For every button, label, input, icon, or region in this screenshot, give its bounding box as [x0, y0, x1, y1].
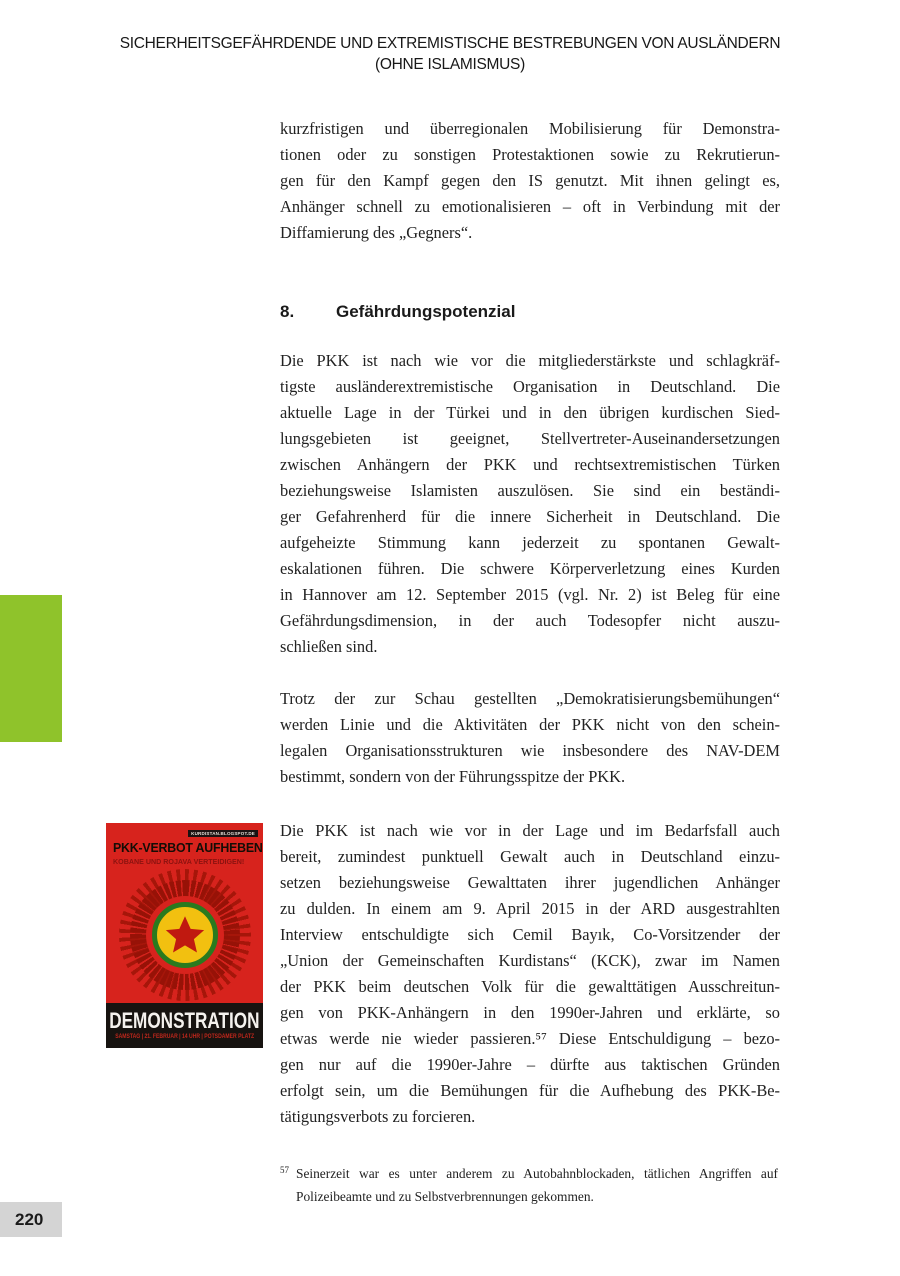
running-header-line2: (OHNE ISLAMISMUS)	[375, 56, 525, 73]
section-heading	[280, 301, 780, 323]
footnote-text: Seinerzeit war es unter anderem zu Autobahnblockaden, tätlichen Angriffen auf Polizeibeamte und zu Selbstverbrennungen gekommen.	[296, 1166, 778, 1204]
poster-band-title: DEMONSTRATION	[109, 1008, 260, 1033]
pkk-emblem-core	[152, 902, 218, 968]
running-header-line1: SICHERHEITSGEFÄHRDENDE UND EXTREMISTISCHE BESTREBUNGEN VON AUSLÄNDERN	[119, 35, 781, 52]
paragraph-1: kurzfristigen und überregionalen Mobilisierung für Demonstra- tionen oder zu sonstigen Protestaktionen sowie zu Rekrutierun- gen für den Kampf gegen den IS genutzt. Mit ihnen gelingt es, Anhänger schnell zu emotionalisieren – oft in Verbindung mit der Diffamierung des „Gegners“.	[280, 119, 780, 242]
poster-source-label: KURDISTAN.BLOGSPOT.DE	[188, 830, 258, 837]
paragraph-4: Die PKK ist nach wie vor in der Lage und im Bedarfsfall auch bereit, zumindest punktuell Gewalt auch in Deutschland einzu- setzen beziehungsweise Gewalttaten ihrer jugendlichen Anhänger zu dulden. In einem am 9. April 2015 in der ARD ausgestrahlten Interview entschuldigte sich Cemil Bayık, Co-Vorsitzender der „Union der Gemeinschaften Kurdistans“ (KCK), zwar im Namen der PKK beim deutschen Volk für die gewalttätigen Ausschreitun- gen von PKK-Anhängern in den 1990er-Jahren und erklärte, so etwas werde nie wieder passieren.⁵⁷ Diese Entschuldigung – bezo- gen nur auf die 1990er-Jahre – dürfte aus taktischen Gründen erfolgt sein, um die Bemühungen für die Aufhebung des PKK-Be- tätigungsverbots zu forcieren.	[280, 821, 780, 1126]
pkk-demonstration-poster-image	[106, 823, 263, 1048]
paragraph-3: Trotz der zur Schau gestellten „Demokratisierungsbemühungen“ werden Linie und die Aktivitäten der PKK nicht von den schein- legalen Organisationsstrukturen wie insbesondere des NAV-DEM bestimmt, sondern von der Führungsspitze der PKK.	[280, 689, 780, 786]
paragraph-2: Die PKK ist nach wie vor die mitgliederstärkste und schlagkräf- tigste ausländerextremistische Organisation in Deutschland. Die aktuelle Lage in der Türkei und in den übrigen kurdischen Sied- lungsgebieten ist geeignet, Stellvertreter-Auseinandersetzungen zwischen Anhängern der PKK und rechtsextremistischen Türken beziehungsweise Islamisten auszulösen. Sie sind ein beständi- ger Gefahrenherd für die innere Sicherheit in Deutschland. Die aufgeheizte Stimmung kann jederzeit zu spontanen Gewalt- eskalationen führen. Die schwere Körperverletzung eines Kurden in Hannover am 12. September 2015 (vgl. Nr. 2) ist Beleg für eine Gefährdungsdimension, in der auch Todesopfer nicht auszu- schließen sind.	[280, 351, 780, 656]
section-title: Gefährdungspotenzial	[336, 302, 516, 321]
poster-band-details: SAMSTAG | 21. FEBRUAR | 14 UHR | POTSDAMER PLATZ	[115, 1033, 254, 1040]
running-header	[0, 33, 900, 75]
red-star-icon	[162, 912, 208, 958]
poster-subtitle: KOBANE UND ROJAVA VERTEIDIGEN!	[113, 857, 245, 866]
footnote-57	[280, 1162, 780, 1208]
poster-title: PKK-VERBOT AUFHEBEN	[113, 840, 263, 855]
footnote-marker: 57	[280, 1165, 289, 1175]
page-number-badge	[0, 1202, 62, 1237]
page-number: 220	[15, 1209, 44, 1229]
section-number: 8.	[280, 302, 295, 321]
chapter-color-marker	[0, 595, 62, 742]
poster-demonstration-band	[106, 1003, 263, 1048]
